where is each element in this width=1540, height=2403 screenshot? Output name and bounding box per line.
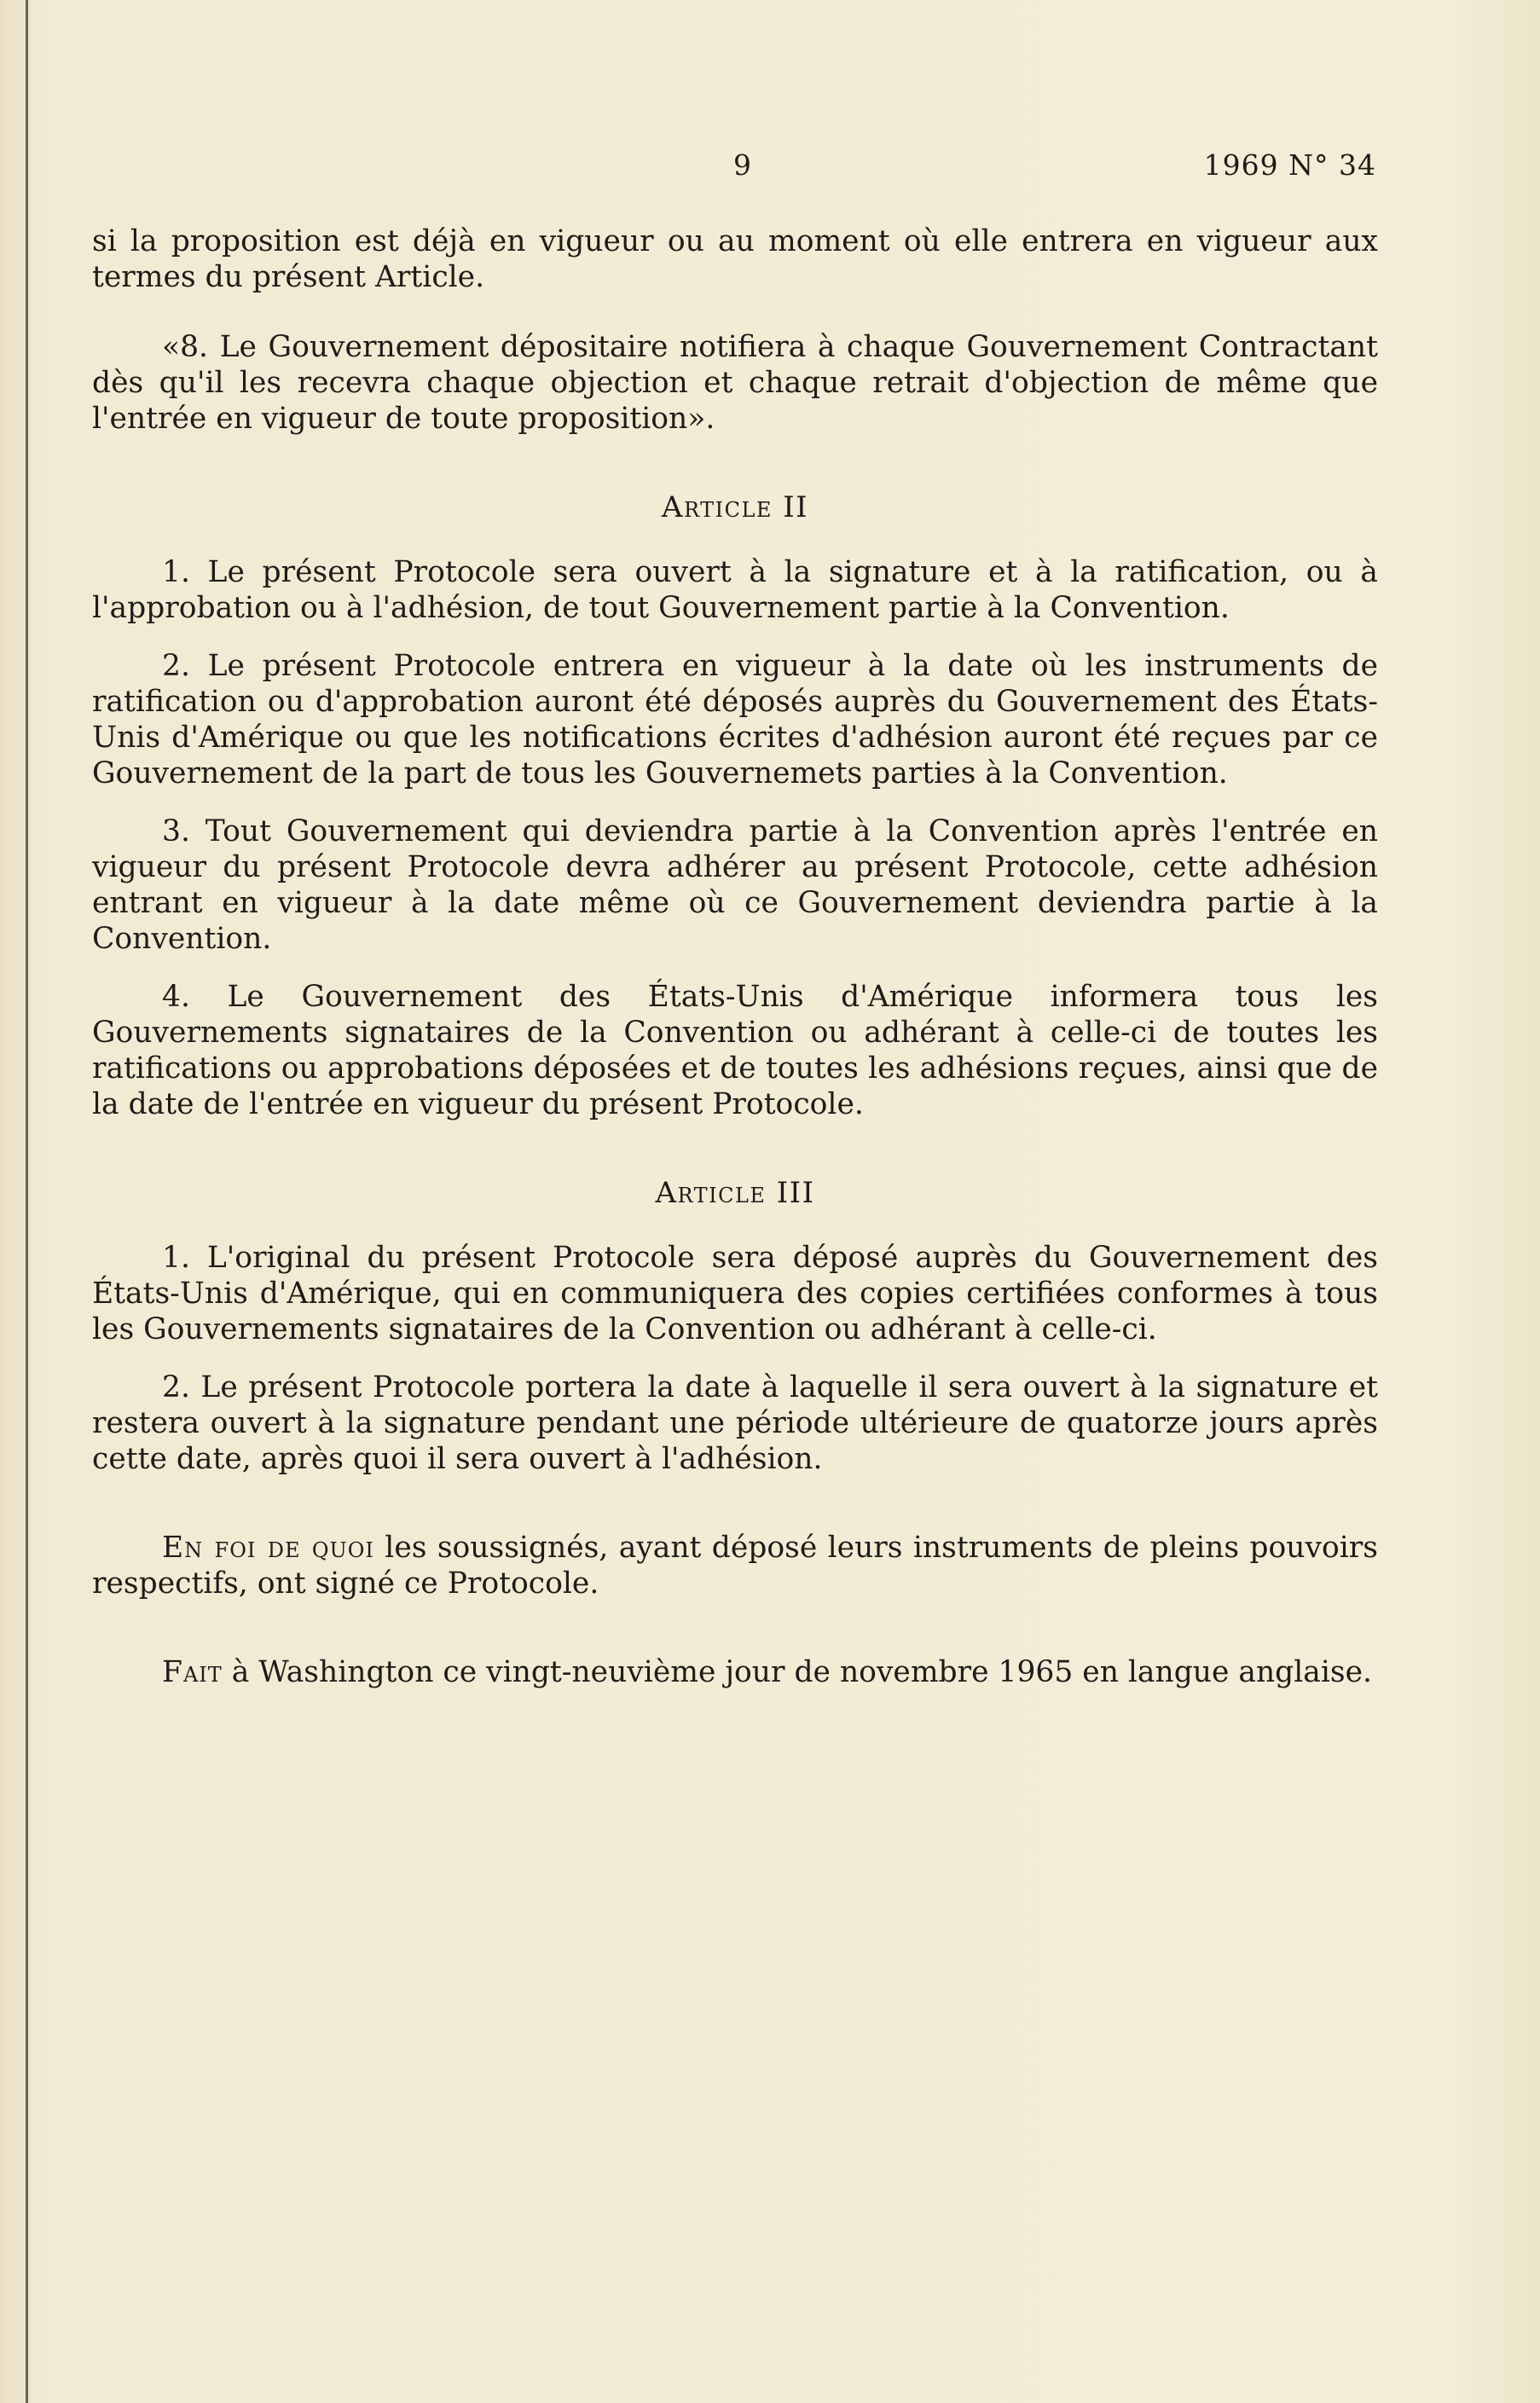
article-ii-heading: Article II xyxy=(661,490,809,524)
article-ii-paragraph-4: 4. Le Gouvernement des États-Unis d'Amérique informera tous les Gouvernements signataires de la Convention ou adhérant à celle-ci de toutes les ratifications ou approbations déposées et de toutes les adhésions reçues, ainsi que de la date de l'entrée en vigueur du présent Protocole. xyxy=(92,980,1378,1121)
article-ii-paragraph-2: 2. Le présent Protocole entrera en vigueur à la date où les instruments de ratification ou d'approbation auront été déposés auprès du Gouvernement des États-Unis d'Amérique ou que les notifications écrites d'adhésion auront été reçues par ce Gouvernement de la part de tous les Gouvernemets parties à la Convention. xyxy=(92,649,1378,790)
article-iii-heading: Article III xyxy=(655,1176,815,1210)
binding-edge-line xyxy=(26,0,28,2403)
article-i-paragraph-8: «8. Le Gouvernement dépositaire notifiera à chaque Gouvernement Contractant dès qu'il les recevra chaque objection et chaque retrait d'objection de même que l'entrée en vigueur de toute proposition». xyxy=(92,330,1378,436)
article-i-paragraph-7-continuation: si la proposition est déjà en vigueur ou au moment où elle entrera en vigueur aux termes du présent Article. xyxy=(92,224,1378,294)
document-reference: 1969 N° 34 xyxy=(1203,148,1376,182)
document-body xyxy=(92,223,1378,1690)
done-at-clause-lead: Fait xyxy=(162,1655,223,1689)
done-at-clause-text: à Washington ce vingt-neuvième jour de novembre 1965 en langue anglaise. xyxy=(222,1655,1372,1689)
article-ii-paragraph-3: 3. Tout Gouvernement qui deviendra partie à la Convention après l'entrée en vigueur du présent Protocole devra adhérer au présent Protocole, cette adhésion entrant en vigueur à la date même où ce Gouvernement deviendra partie à la Convention. xyxy=(92,814,1378,956)
done-at-clause xyxy=(92,1654,1378,1690)
article-ii-paragraph-1: 1. Le présent Protocole sera ouvert à la signature et à la ratification, ou à l'approbation ou à l'adhésion, de tout Gouvernement partie à la Convention. xyxy=(92,555,1378,625)
article-iii-paragraph-2: 2. Le présent Protocole portera la date à laquelle il sera ouvert à la signature et restera ouvert à la signature pendant une période ultérieure de quatorze jours après cette date, après quoi il sera ouvert à l'adhésion. xyxy=(92,1370,1378,1476)
witness-clause xyxy=(92,1530,1378,1601)
page-number: 9 xyxy=(733,148,751,182)
article-iii-paragraph-1: 1. L'original du présent Protocole sera déposé auprès du Gouvernement des États-Unis d'Amérique, qui en communiquera des copies certifiées conformes à tous les Gouvernements signataires de la Convention ou adhérant à celle-ci. xyxy=(92,1241,1378,1346)
witness-clause-text: les soussignés, ayant déposé leurs instruments de pleins pouvoirs respectifs, ont signé ce Protocole. xyxy=(92,1531,1378,1601)
page-header xyxy=(0,148,1540,191)
witness-clause-lead: En foi de quoi xyxy=(162,1531,374,1565)
